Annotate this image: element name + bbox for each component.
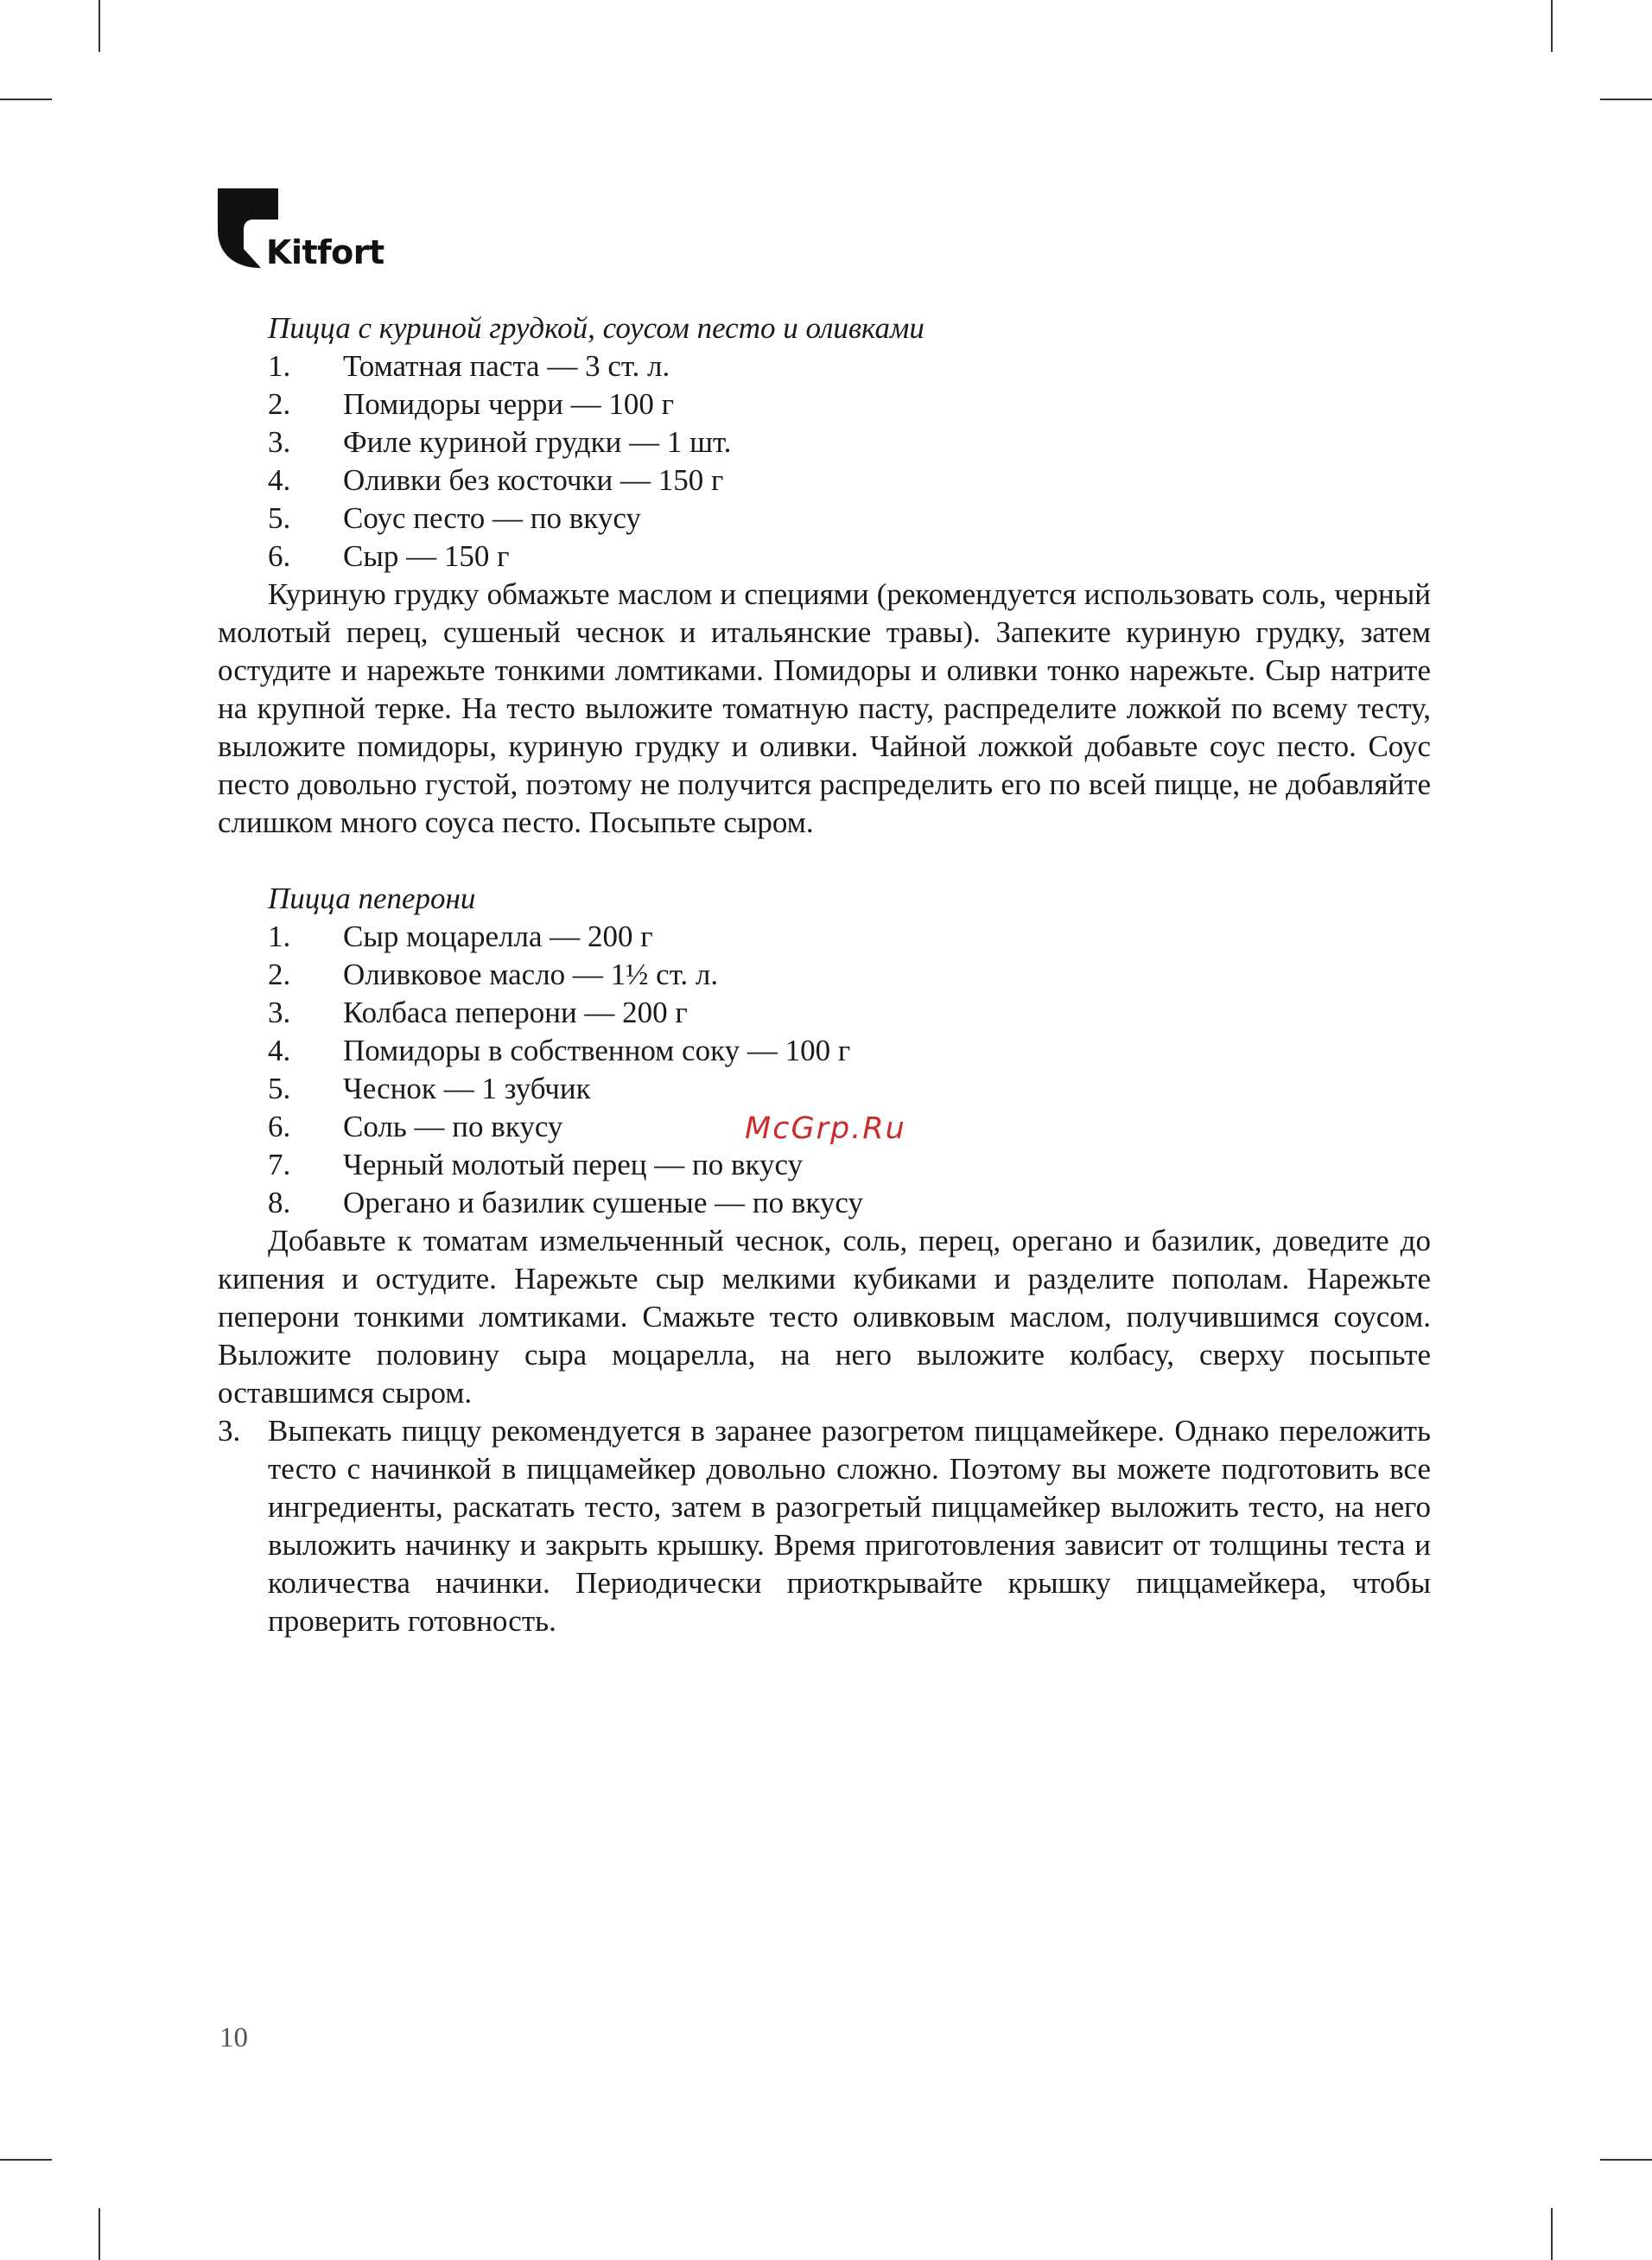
ingredient-item	[218, 1184, 1431, 1222]
crop-mark	[1600, 99, 1652, 100]
step-item	[218, 1412, 1431, 1640]
crop-mark	[1600, 2159, 1652, 2161]
ingredient-text: Филе куриной грудки — 1 шт.	[343, 425, 732, 459]
brand-name: Kitfort	[266, 233, 384, 271]
ingredient-number: 1.	[268, 920, 291, 953]
ingredient-text: Черный молотый перец — по вкусу	[343, 1148, 804, 1181]
ingredient-text: Оливковое масло — 1½ ст. л.	[343, 958, 719, 991]
step-text: Выпекать пиццу рекомендуется в заранее разогретом пиццамейкере. Однако переложить тесто с начинкой в пиццамейкер довольно сложно. Поэтому вы можете подготовить все ингредиенты, раскатать тесто, затем в разогретый пиццамейкер выложить тесто, на него выложить начинку и закрыть крышку. Время приготовления зависит от толщины теста и количества начинки. Периодически приоткрывайте крышку пиццамейкера, чтобы проверить готовность.	[268, 1414, 1431, 1638]
ingredient-number: 6.	[268, 539, 291, 573]
ingredient-text: Чеснок — 1 зубчик	[343, 1072, 591, 1105]
ingredient-item	[218, 500, 1431, 538]
ingredient-text: Колбаса пеперони — 200 г	[343, 996, 688, 1029]
ingredient-text: Оливки без косточки — 150 г	[343, 463, 724, 497]
ingredient-number: 6.	[268, 1110, 291, 1143]
ingredient-item	[218, 1070, 1431, 1108]
ingredient-number: 4.	[268, 463, 291, 497]
page-number: 10	[219, 2022, 248, 2053]
step-number: 3.	[218, 1414, 241, 1448]
page-content	[218, 309, 1431, 1640]
watermark-link[interactable]: McGrp.Ru	[745, 1111, 906, 1146]
ingredient-number: 5.	[268, 501, 291, 535]
ingredient-item	[218, 994, 1431, 1032]
recipe-title: Пицца пеперони	[268, 882, 476, 915]
crop-mark	[1551, 2208, 1553, 2260]
ingredient-item	[218, 1032, 1431, 1070]
recipe-instructions: Куриную грудку обмажьте маслом и специями (рекомендуется использовать соль, черный молотый перец, сушеный чеснок и итальянские травы). Запеките куриную грудку, затем остудите и нарежьте тонкими ломтиками. Помидоры и оливки тонко нарежьте. Сыр натрите на крупной терке. На тесто выложите томатную пасту, распределите ложкой по всему тесту, выложите помидоры, куриную грудку и оливки. Чайной ложкой добавьте соус песто. Соус песто довольно густой, поэтому не получится распределить его по всей пицце, не добавляйте слишком много соуса песто. Посыпьте сыром.	[218, 577, 1431, 839]
ingredient-text: Томатная паста — 3 ст. л.	[343, 349, 670, 383]
ingredient-number: 1.	[268, 349, 291, 383]
ingredient-text: Помидоры черри — 100 г	[343, 387, 675, 421]
ingredient-number: 3.	[268, 996, 291, 1029]
crop-mark	[98, 2208, 100, 2260]
ingredient-text: Соль — по вкусу	[343, 1110, 563, 1143]
crop-mark	[0, 99, 52, 100]
recipe-instructions: Добавьте к томатам измельченный чеснок, соль, перец, орегано и базилик, доведите до кипения и остудите. Нарежьте сыр мелкими кубиками и разделите пополам. Нарежьте пеперони тонкими ломтиками. Смажьте тесто оливковым маслом, получившимся соусом. Выложите половину сыра моцарелла, на него выложите колбасу, сверху посыпьте оставшимся сыром.	[218, 1224, 1431, 1410]
crop-mark	[98, 0, 100, 52]
ingredient-item	[218, 1146, 1431, 1184]
ingredient-number: 2.	[268, 958, 291, 991]
ingredient-item	[218, 385, 1431, 423]
ingredient-number: 4.	[268, 1034, 291, 1067]
ingredient-item	[218, 347, 1431, 385]
recipe-title: Пицца с куриной грудкой, соусом песто и оливками	[268, 311, 924, 345]
ingredient-number: 5.	[268, 1072, 291, 1105]
ingredient-text: Орегано и базилик сушеные — по вкусу	[343, 1186, 863, 1219]
ingredient-item	[218, 918, 1431, 956]
crop-mark	[0, 2159, 52, 2161]
ingredient-number: 2.	[268, 387, 291, 421]
ingredient-text: Сыр — 150 г	[343, 539, 510, 573]
ingredient-item	[218, 462, 1431, 500]
ingredient-number: 3.	[268, 425, 291, 459]
ingredient-item	[218, 956, 1431, 994]
ingredient-number: 8.	[268, 1186, 291, 1219]
ingredient-item	[218, 423, 1431, 462]
ingredient-number: 7.	[268, 1148, 291, 1181]
section-spacer	[218, 842, 1431, 880]
ingredient-item	[218, 538, 1431, 576]
ingredient-text: Сыр моцарелла — 200 г	[343, 920, 653, 953]
ingredient-text: Помидоры в собственном соку — 100 г	[343, 1034, 851, 1067]
ingredient-text: Соус песто — по вкусу	[343, 501, 641, 535]
crop-mark	[1551, 0, 1553, 52]
